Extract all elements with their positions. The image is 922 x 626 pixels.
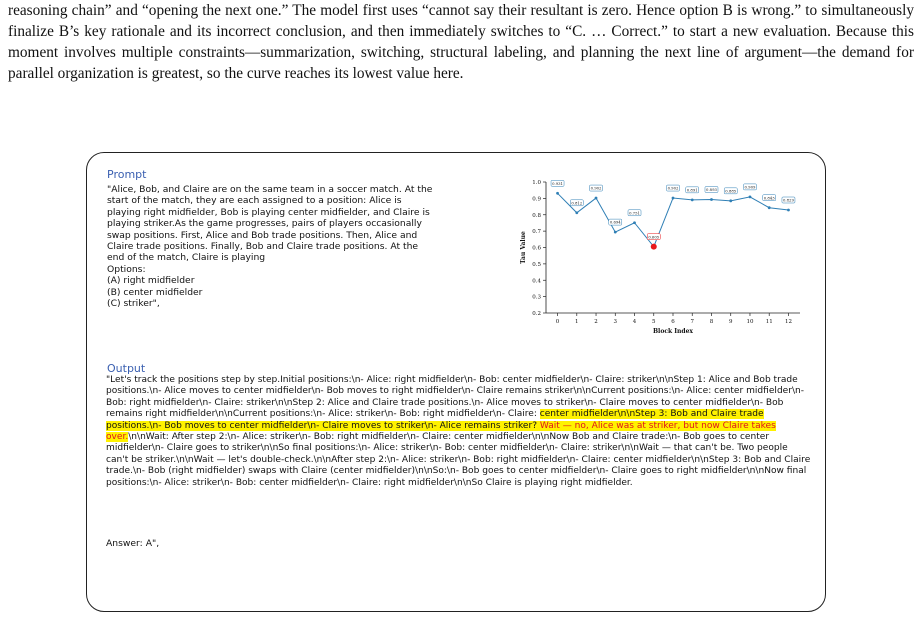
output-text-plain: "Let's track the positions step by step.Initial positions:\n- Alice: right midfielder\n- Bob: center midfielder\n- Claire: striker\n\nStep 1: Alice and Bob trade positions.\n- Alice moves to center midfielder\n- Bob moves to right midfielder\n- Claire remains striker\n\nCurrent positions:\n- Alice: center midfielder\n- Bob: right midfielder\n- Claire: striker\n\nStep 2: Alice and Claire trade positions.\n- Alice moves to striker\n- Claire moves to center midfielder\n- Bob remains right midfielder\n\nCurrent positions:\n- Alice: striker\n- Bob: right midfielder\n- Claire: [106, 375, 805, 420]
y-tick-label: 0.8 [532, 212, 541, 219]
body-paragraph: reasoning chain” and “opening the next one.” The model first uses “cannot say their resultant is zero. Hence option B is wrong.” to simultaneously finalize B’s key rationale and its incorrect conclusion, and then immediately switches to “C. … Correct.” to start a new evaluation. Because this moment involves multiple constraints—summarization, switching, structural labeling, and planning the next line of argument—the demand for parallel organization is greatest, so the curve reaches its lowest value here. [8, 2, 914, 82]
y-tick-label: 0.2 [532, 311, 541, 317]
data-label: 0.931 [552, 180, 563, 186]
tau-line-chart [509, 176, 805, 346]
data-point [749, 196, 752, 199]
data-label: 0.891 [686, 187, 698, 193]
data-label: 0.829 [783, 197, 794, 203]
data-point [729, 199, 732, 202]
y-tick-label: 0.6 [532, 245, 541, 252]
x-tick-label: 5 [652, 319, 656, 325]
data-point [595, 197, 598, 200]
data-point [710, 198, 713, 201]
x-tick-label: 4 [632, 319, 637, 325]
x-tick-label: 3 [613, 319, 618, 325]
y-tick-label: 0.7 [532, 229, 541, 236]
data-label: 0.694 [609, 219, 621, 225]
output-text-plain-2: \n\nWait: After step 2:\n- Alice: striker\n- Bob: right midfielder\n- Claire: center midfielder\n\nNow Bob and Claire trade:\n- Bob goes to center midfielder\n- Claire goes to striker\n\nSo final positions:\n- Alice: striker\n- Bob: center midfielder\n- Claire: striker\n\nWait — that can't be. Two people can't be striker.\n\nWait — let's double-check.\n\nAfter step 2:\n- Alice: striker\n- Bob: right midfielder\n- Claire: center midfielder\n\nStep 3: Bob and Claire trade.\n- Bob (right midfielder) swaps with Claire (center midfielder)\n\nSo:\n- Bob goes to center midfielder\n- Claire goes to right midfielder\n\nNow final positions:\n- Alice: striker\n- Bob: center midfielder\n- Claire: right midfielder\n\nSo Claire is playing right midfielder. [106, 432, 811, 488]
output-highlighted-text: center midfielder\n\nStep 3: Bob and Claire trade positions.\n- Bob moves to center midfielder\n- Claire moves to striker\n- Alice remains striker? [106, 409, 764, 431]
x-axis-label: Block Index [652, 328, 694, 335]
example-card [86, 152, 826, 612]
data-point [768, 206, 771, 209]
x-tick-label: 1 [575, 319, 579, 325]
prompt-line: (A) right midfielder [107, 275, 195, 287]
data-label: 0.812 [571, 200, 583, 206]
y-tick-label: 0.9 [532, 196, 541, 203]
series-line [558, 193, 789, 246]
data-point [575, 211, 578, 214]
prompt-line: (C) striker", [107, 298, 160, 310]
x-tick-label: 2 [594, 319, 598, 325]
prompt-line: Options: [107, 263, 146, 275]
x-tick-label: 0 [555, 319, 560, 325]
y-axis-label: Tau Value [520, 231, 527, 264]
y-tick-label: 0.3 [532, 294, 541, 301]
y-tick-label: 1.0 [532, 180, 541, 186]
output-text [106, 375, 812, 489]
y-tick-label: 0.5 [532, 261, 541, 268]
prompt-line: playing right midfielder, Bob is playing center midfielder, and Claire is [107, 206, 430, 218]
data-point [633, 221, 636, 224]
data-label: 0.902 [590, 185, 602, 191]
prompt-line: end of the match, Claire is playing [107, 252, 266, 264]
data-label: 0.885 [725, 188, 737, 194]
data-label: 0.893 [706, 187, 717, 193]
prompt-line: "Alice, Bob, and Claire are on the same team in a soccer match. At the [107, 184, 433, 195]
x-tick-label: 6 [671, 319, 675, 325]
data-point [651, 244, 657, 250]
data-point [556, 192, 559, 195]
output-title: Output [107, 362, 146, 375]
x-tick-label: 11 [765, 319, 773, 325]
prompt-line: Claire trade positions. Finally, Bob and Claire trade positions. At the [107, 241, 419, 253]
data-label: 0.902 [667, 185, 679, 191]
data-point [614, 231, 617, 234]
data-point [691, 198, 694, 201]
data-label: 0.843 [763, 195, 775, 201]
x-tick-label: 9 [728, 319, 733, 325]
prompt-text [107, 184, 432, 309]
data-point [787, 209, 790, 212]
x-tick-label: 7 [690, 319, 694, 325]
prompt-title: Prompt [107, 168, 147, 181]
y-tick-label: 0.4 [532, 278, 541, 285]
data-label: 0.909 [744, 184, 756, 190]
prompt-line: start of the match, they are each assigned to a position: Alice is [107, 195, 402, 207]
data-label: 0.751 [629, 210, 640, 216]
prompt-line: swap positions. First, Alice and Bob trade positions. Then, Alice and [107, 229, 418, 241]
prompt-line: (B) center midfielder [107, 286, 203, 298]
prompt-line: playing striker.As the game progresses, pairs of players occasionally [107, 218, 422, 230]
output-red-text: Wait — no, Alice was at striker, but now Claire takes over. [106, 420, 776, 443]
x-tick-label: 12 [784, 319, 792, 325]
data-point [672, 197, 675, 200]
data-label: 0.605 [648, 234, 660, 240]
x-tick-label: 8 [709, 319, 714, 325]
answer-text: Answer: A", [106, 538, 160, 549]
x-tick-label: 10 [746, 319, 754, 325]
